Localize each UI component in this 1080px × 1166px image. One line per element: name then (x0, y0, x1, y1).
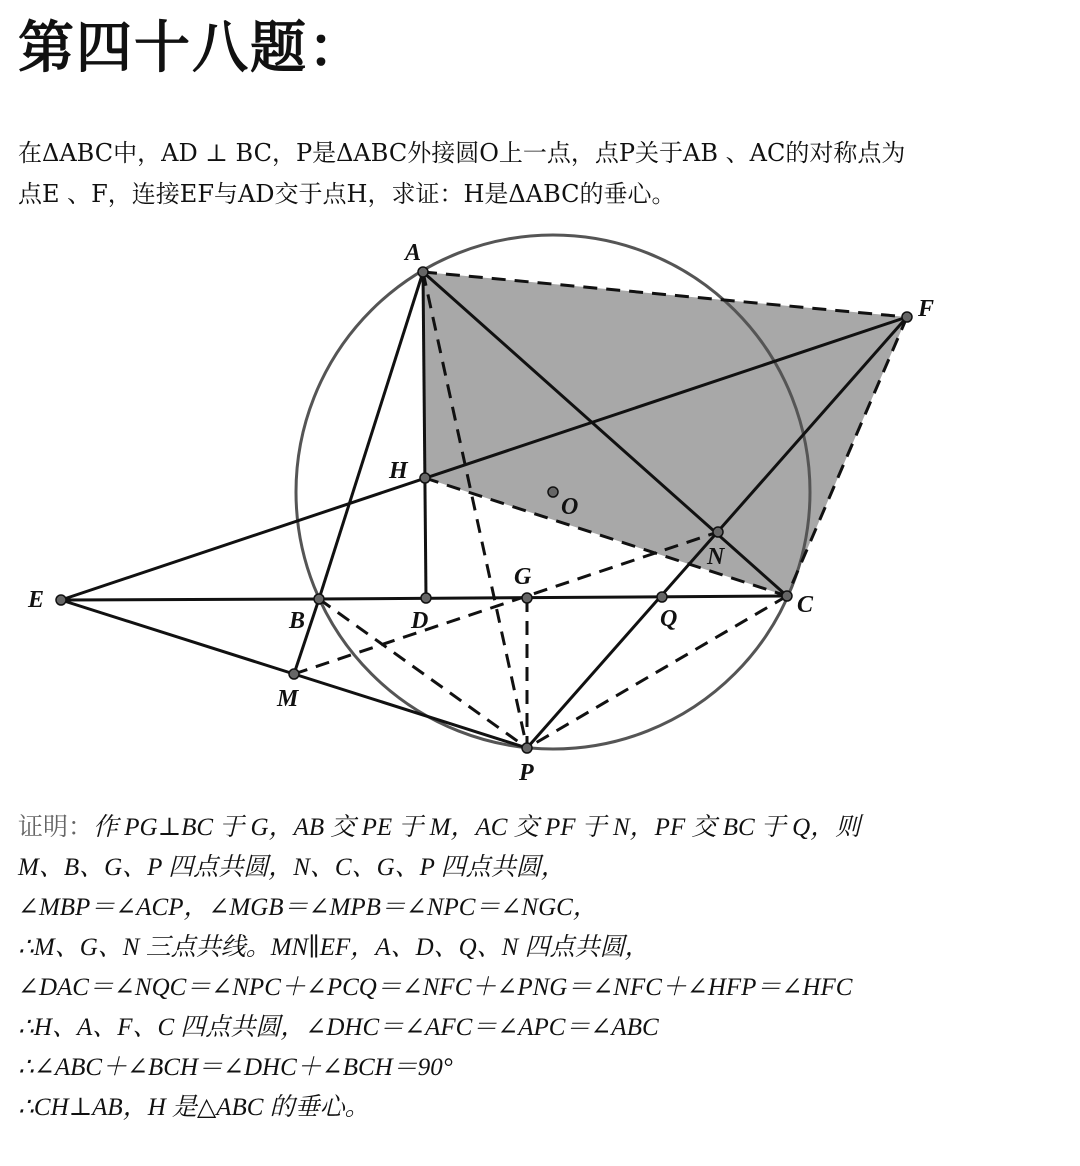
label-M: M (277, 686, 299, 712)
label-E: E (28, 587, 45, 613)
label-B: B (289, 608, 306, 634)
label-Q: Q (660, 606, 678, 632)
proof-line-3: ∠MBP＝∠ACP，∠MGB＝∠MPB＝∠NPC＝∠NGC， (18, 894, 598, 921)
segment-MP (294, 674, 527, 748)
point-F (902, 312, 912, 322)
point-N (713, 527, 723, 537)
proof-line-2: M、B、G、P 四点共圆，N、C、G、P 四点共圆， (18, 854, 566, 881)
segment-EM (61, 600, 294, 674)
label-A: A (405, 240, 422, 266)
problem-line-1: 在ΔABC中，AD ⊥ BC，P是ΔABC外接圆O上一点，点P关于AB 、AC的对称点为 (18, 139, 906, 167)
point-D (421, 593, 431, 603)
point-M (289, 669, 299, 679)
point-Q (657, 592, 667, 602)
proof-line-4: ∴M、G、N 三点共线。MN∥EF，A、D、Q、N 四点共圆， (18, 934, 650, 961)
label-D: D (411, 608, 429, 634)
segment-CP (527, 596, 787, 748)
segment-EB (61, 599, 319, 600)
segment-AB (319, 272, 423, 599)
label-O: O (561, 494, 579, 520)
shaded-region-AFCH (423, 272, 907, 596)
proof-line-1 (18, 808, 1068, 848)
point-C (782, 591, 792, 601)
point-G (522, 593, 532, 603)
point-A (418, 267, 428, 277)
geometry-figure (0, 228, 1080, 788)
label-P: P (519, 760, 534, 786)
segment-BC (319, 596, 787, 599)
label-N: N (707, 544, 725, 570)
label-F: F (918, 296, 935, 322)
point-E (56, 595, 66, 605)
proof-line-1-text: 作 PG⊥BC 于 G，AB 交 PE 于 M，AC 交 PF 于 N，PF 交 BC 于 Q，则 (93, 814, 861, 841)
label-C: C (797, 592, 814, 618)
problem-statement (18, 133, 1068, 215)
point-H (420, 473, 430, 483)
proof-line-6: ∴H、A、F、C 四点共圆，∠DHC＝∠AFC＝∠APC＝∠ABC (18, 1014, 659, 1041)
proof-line-5: ∠DAC＝∠NQC＝∠NPC＋∠PCQ＝∠NFC＋∠PNG＝∠NFC＋∠HFP＝∠HFC (18, 974, 853, 1001)
proof-lead: 证明： (18, 814, 94, 841)
point-P (522, 743, 532, 753)
label-H: H (389, 458, 408, 484)
proof-section (18, 808, 1068, 1128)
problem-line-2: 点E 、F，连接EF与AD交于点H，求证：H是ΔABC的垂心。 (18, 180, 676, 208)
label-G: G (514, 564, 532, 590)
point-B (314, 594, 324, 604)
point-O (548, 487, 558, 497)
proof-line-7: ∴∠ABC＋∠BCH＝∠DHC＋∠BCH＝90° (18, 1054, 453, 1081)
proof-line-8: ∴CH⊥AB，H 是△ABC 的垂心。 (18, 1094, 370, 1121)
page-title: 第四十八题： (18, 15, 366, 81)
